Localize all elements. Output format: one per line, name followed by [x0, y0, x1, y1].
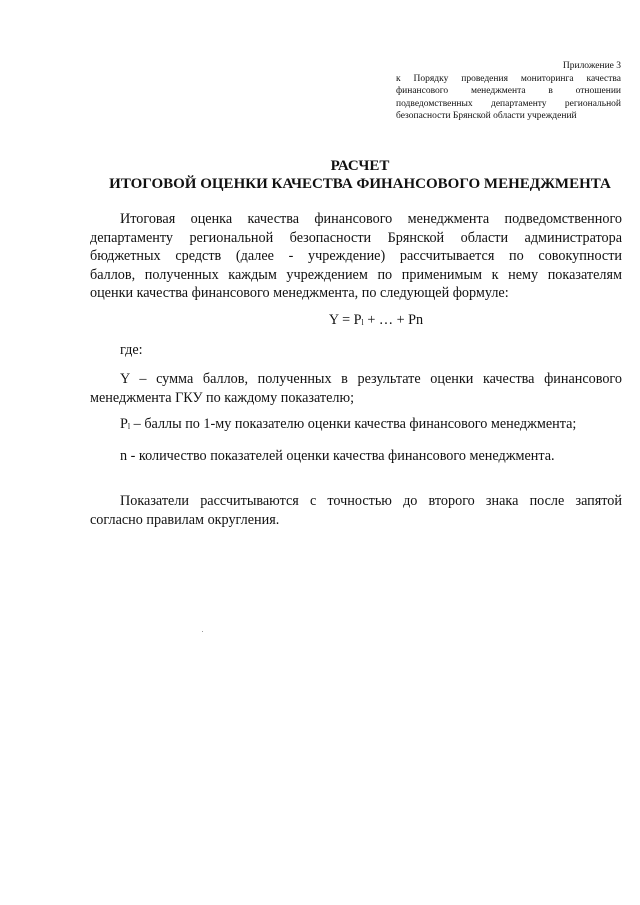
- where-label: где:: [120, 342, 143, 358]
- paragraph-line: оценки качества финансового менеджмента, по следующей формуле:: [90, 285, 509, 301]
- formula-right: + … + Pn: [363, 312, 424, 328]
- paragraph-line: бюджетных средств (далее - учреждение) рассчитывается по совокупности: [90, 248, 622, 264]
- document-title: РАСЧЕТ: [330, 158, 390, 174]
- appendix-title: Приложение 3: [562, 61, 621, 71]
- definition-line: Y – сумма баллов, полученных в результате оценки качества финансового: [120, 371, 622, 387]
- intro-paragraph: [90, 210, 622, 303]
- formula-left: Y = P: [328, 312, 362, 328]
- definition-line: менеджмента ГКУ по каждому показателю;: [90, 389, 355, 406]
- p-symbol: P: [120, 416, 128, 432]
- definition-p: [90, 415, 622, 437]
- appendix-note: [396, 60, 621, 123]
- definition-line: [90, 415, 622, 437]
- p-subscript: l: [127, 422, 131, 431]
- paragraph-line: согласно правилам округления.: [90, 511, 280, 528]
- definition-n: [90, 447, 622, 466]
- appendix-line: безопасности Брянской области учреждений: [396, 111, 577, 121]
- appendix-line: к Порядку проведения мониторинга качества: [396, 73, 621, 84]
- paragraph-line: баллов, полученных каждым учреждением по применимым к нему показателям: [90, 266, 622, 283]
- closing-paragraph: [90, 492, 622, 529]
- formula-subscript: l: [361, 318, 364, 327]
- definition-line: n - количество показателей оценки качества финансового менеджмента.: [120, 448, 555, 464]
- definition-y: [90, 370, 622, 407]
- paragraph-line: Показатели рассчитываются с точностью до второго знака после запятой: [120, 493, 622, 509]
- p-definition-text: – баллы по 1-му показателю оценки качества финансового менеджмента;: [130, 416, 577, 432]
- paragraph-line: департаменту региональной безопасности Брянской области администратора: [90, 229, 622, 246]
- document-subtitle: ИТОГОВОЙ ОЦЕНКИ КАЧЕСТВА ФИНАНСОВОГО МЕНЕДЖМЕНТА: [109, 176, 611, 192]
- paragraph-line: Итоговая оценка качества финансового менеджмента подведомственного: [120, 211, 622, 227]
- appendix-line: подведомственных департаменту региональной: [396, 98, 621, 109]
- appendix-line: финансового менеджмента в отношении: [396, 86, 621, 96]
- scan-speck: [202, 631, 203, 632]
- formula: [90, 311, 622, 333]
